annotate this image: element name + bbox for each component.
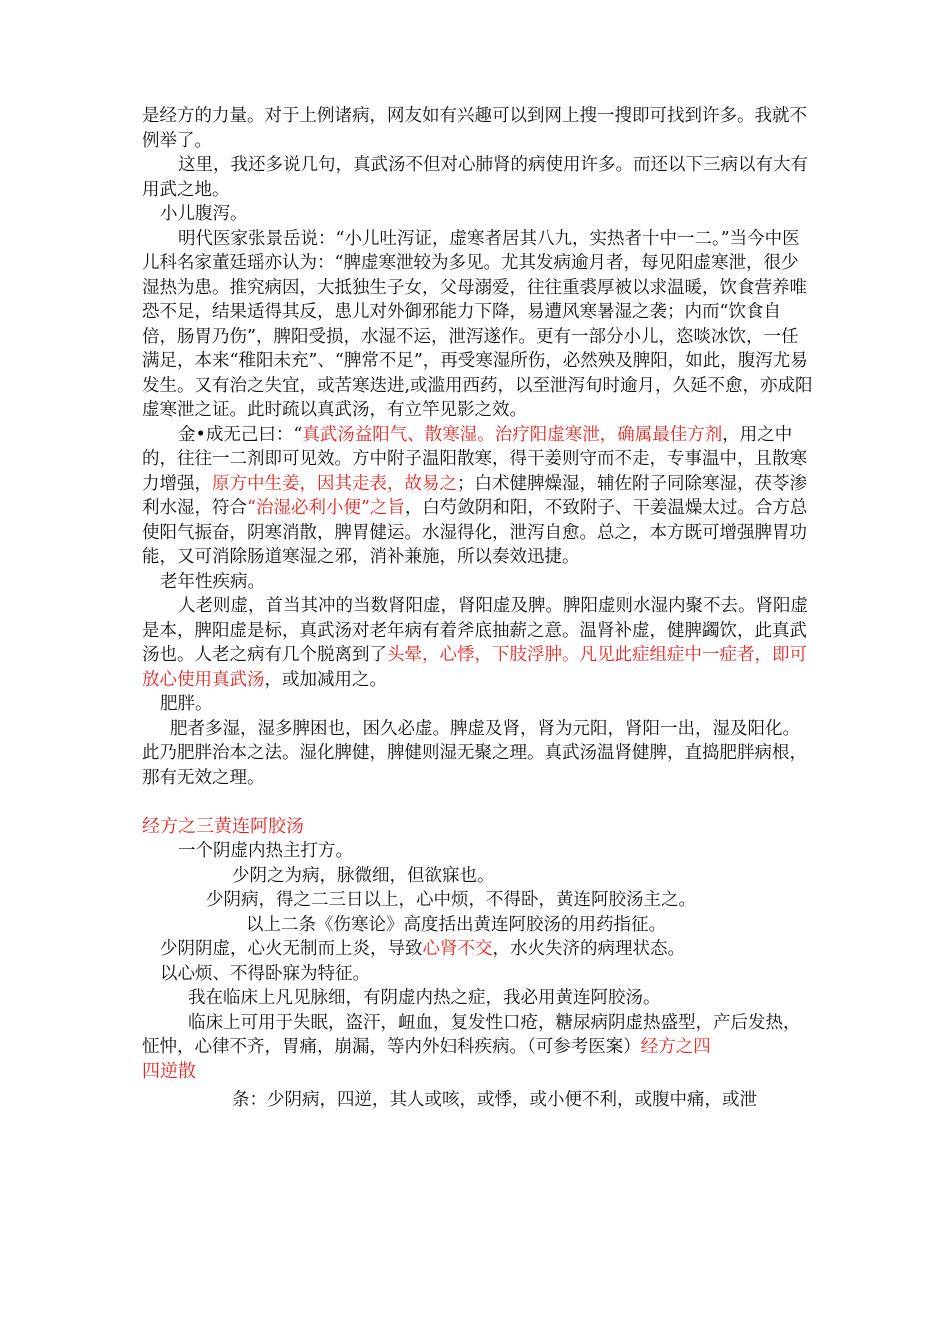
xinshen-text-1: 少阴阴虚，心火无制而上炎，导致 [160,939,423,959]
heading-xiaoer-fuxie: 小儿腹泻。 [160,204,248,224]
line-sini-tiao: 条：少阴病，四逆，其人或咳，或悸，或小便不利，或腹中痛，或泄 [232,1089,757,1110]
line-xinshen-bujiao [142,937,814,962]
elderly-text-2: ，或加减用之。 [264,669,387,690]
cheng-wuji-text-1: ，用之中的，往往一二剂即可见效。方中附子温阳散寒，得干姜则守而不走，专事温中，且散寒力增强， [142,424,807,494]
document-page [142,104,814,1112]
line-shaoyin-huanglian: 少阴病，得之二三日以上，心中烦，不得卧，黄连阿胶汤主之。 [206,890,696,910]
clinical-conditions-text: 临床上可用于失眠，盗汗，衄血，复发性口疮，糖尿病阴虚热盛型，产后发热，怔忡，心律不齐，胃痛，崩漏，等内外妇科疾病。（可参考医案） [142,1012,801,1057]
heading-jingfang-4: 经方之四 [640,1037,711,1057]
section-gap [142,790,814,815]
paragraph-zhang-jingyue: 明代医家张景岳说：“小儿吐泻证，虚寒者居其八九，实热者十中一二。”当今中医儿科名家董廷瑶亦认为：“脾虚寒泄较为多见。尤其发病逾月者，每见阳虚寒泄，很少湿热为患。推究病因，大抵独生子女，父母溺爱，往往重裘厚被以求温暖，饮食营养唯恐不足，结果适得其反，患儿对外御邪能力下降，易遭风寒暑湿之袭；内而“饮食自倍，肠胃乃伤”，脾阳受损，水湿不运，泄泻遂作。更有一部分小儿，恣啖冰饮，一任满足，本来“稚阳未充”、“脾常不足”，再受寒湿所伤，必然殃及脾阳，如此，腹泻尤易发生。又有治之失宜，或苦寒迭进,或滥用西药，以至泄泻旬时逾月，久延不愈，亦成阳虚寒泄之证。此时疏以真武汤，有立竿见影之效。 [142,228,813,420]
xinshen-text-2: ，水火失济的病理状态。 [492,939,685,959]
cheng-wuji-text-2: ；白术健脾燥湿，辅佐附子同除寒湿，茯苓渗利水湿，符合 [142,473,807,518]
heading-feipang: 肥胖。 [160,694,213,714]
paragraph-cheng-wuji [142,423,814,570]
paragraph-obesity: 肥者多湿，湿多脾困也，困久必虚。脾虚及肾，肾为元阳，肾阳一出，湿及阳化。此乃肥胖治本之法。湿化脾健，脾健则湿无聚之理。真武汤温肾健脾，直捣肥胖病根，那有无效之理。 [142,718,807,788]
line-xinfan-feature: 以心烦、不得卧寐为特征。 [160,963,370,984]
highlight-best-formula: 真武汤益阳气、散寒湿。治疗阳虚寒泄，确属最佳方剂 [302,424,723,445]
paragraph-clinical-conditions [142,1011,814,1060]
highlight-elderly-symptoms: 头晕，心悸，下肢浮肿。凡见此症组症中一症者，即可放心使用真武汤 [142,645,807,690]
highlight-xinshen-bujiao: 心肾不交 [422,939,493,959]
line-yinxu-neire: 一个阴虚内热主打方。 [178,841,353,861]
elderly-text-1: 人老则虚，首当其冲的当数肾阳虚，肾阳虚及脾。脾阳虚则水湿内聚不去。肾阳虚是本，脾阳虚是标，真武汤对老年病有着斧底抽薪之意。温肾补虚，健脾蠲饮，此真武汤也。人老之病有几个脱离到了 [142,596,808,665]
paragraph-zhenwu-uses: 这里，我还多说几句，真武汤不但对心肺肾的病使用许多。而还以下三病以有大有用武之地。 [142,155,808,200]
heading-sini-san: 四逆散 [142,1060,196,1082]
line-clinical-use: 我在临床上凡见脉细，有阴虚内热之症，我必用黄连阿胶汤。 [188,988,661,1008]
heading-jingfang-3: 经方之三黄连阿胶汤 [142,816,304,837]
highlight-dampness-rule: “治湿必利小便”之旨 [247,498,405,518]
line-shaoyin-bing: 少阴之为病，脉微细，但欲寐也。 [232,865,495,886]
paragraph-intro: 是经方的力量。对于上例诸病，网友如有兴趣可以到网上搜一搜即可找到许多。我就不例举了。 [142,106,807,151]
line-shanghan-lun: 以上二条《伤寒论》高度括出黄连阿胶汤的用药指征。 [246,914,666,935]
heading-laonian-jibing: 老年性疾病。 [160,571,265,592]
cheng-wuji-intro: 金•成无己曰：“ [178,424,303,445]
paragraph-elderly [142,594,814,692]
cheng-wuji-text-3: ，白芍敛阴和阳，不致附子、干姜温燥太过。合方总使阳气振奋，阴寒消散，脾胃健运。水湿得化，泄泻自愈。总之，本方既可增强脾胃功能，又可消除肠道寒湿之邪，消补兼施，所以奏效迅捷。 [142,498,808,567]
highlight-ginger-note: 原方中生姜，因其走表，故易之 [212,473,457,494]
